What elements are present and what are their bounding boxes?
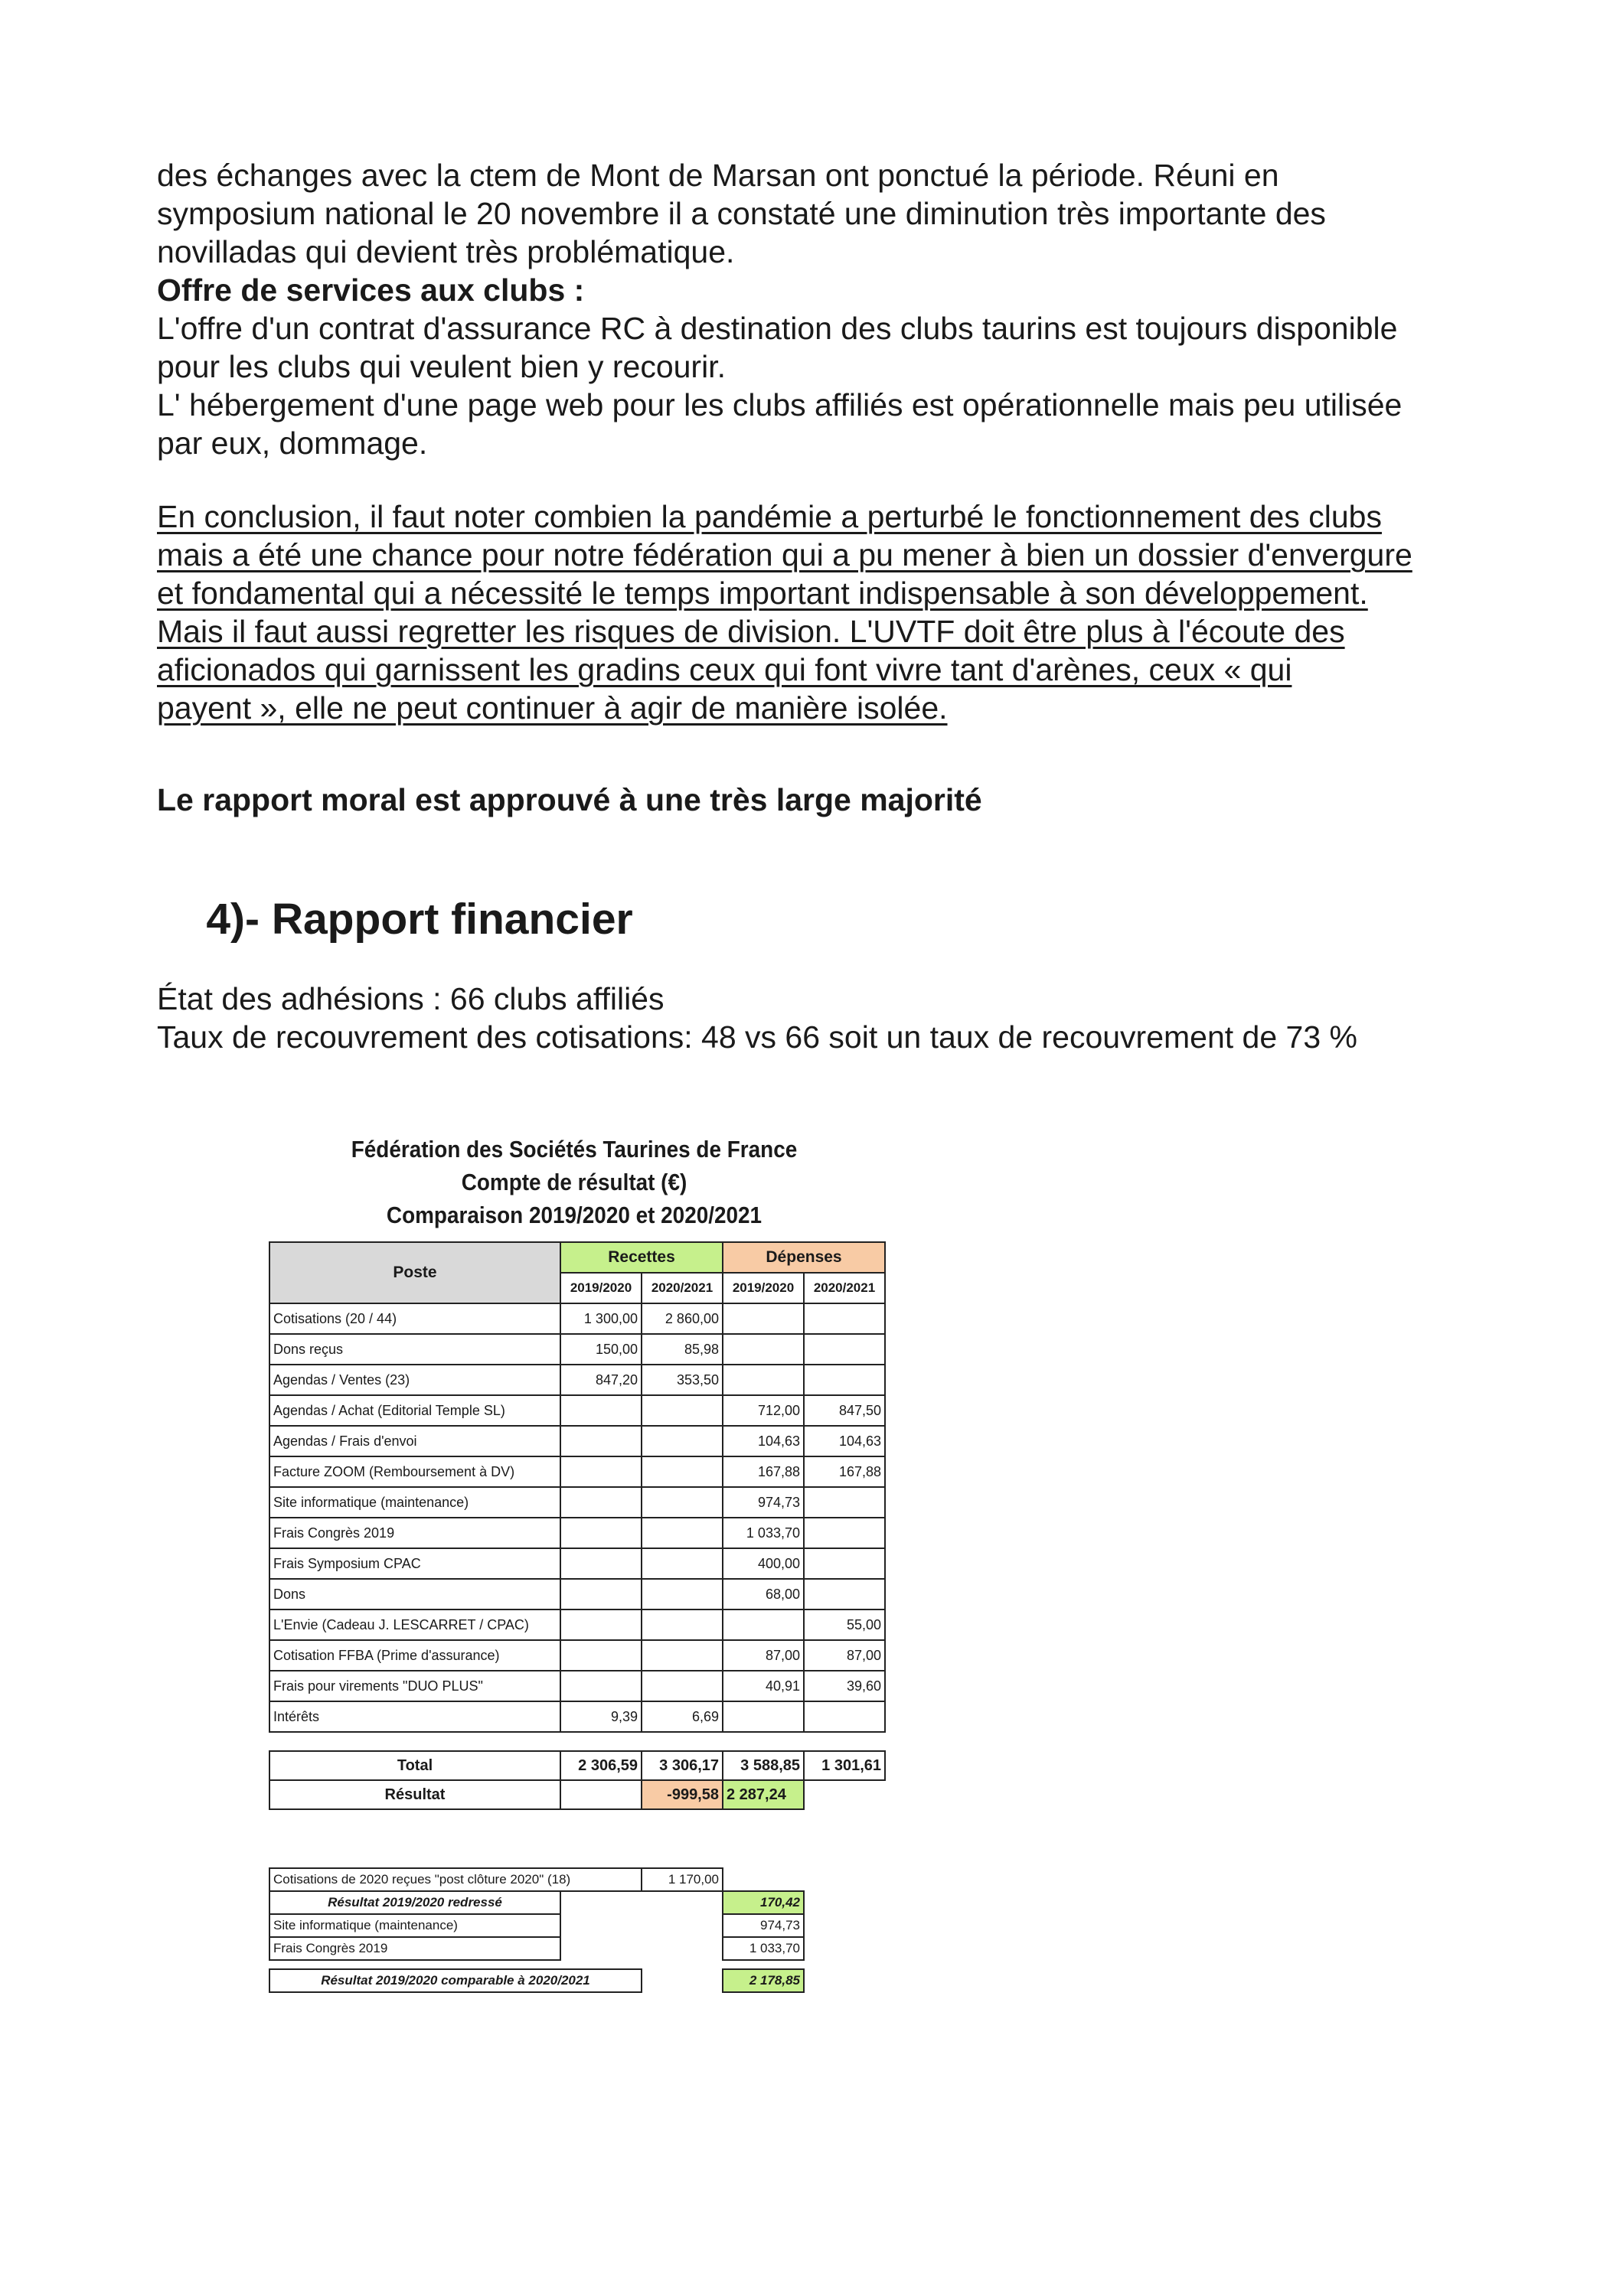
row-label: Agendas / Frais d'envoi	[269, 1426, 560, 1456]
row-label: Dons	[269, 1579, 560, 1609]
totals-table	[269, 1750, 886, 1810]
row-value	[560, 1395, 642, 1426]
row-value	[642, 1548, 723, 1579]
resultat-label: Résultat	[269, 1780, 560, 1809]
header-recettes: Recettes	[560, 1242, 723, 1273]
row-value: 68,00	[723, 1579, 804, 1609]
table-row	[269, 1579, 885, 1609]
congres-value: 1 033,70	[723, 1937, 804, 1960]
row-value	[723, 1334, 804, 1365]
total-value: 3 306,17	[642, 1751, 723, 1780]
row-value	[642, 1671, 723, 1701]
row-value	[804, 1701, 885, 1732]
row-value: 9,39	[560, 1701, 642, 1732]
row-label: Frais pour virements "DUO PLUS"	[269, 1671, 560, 1701]
row-value: 167,88	[723, 1456, 804, 1487]
row-value: 974,73	[723, 1487, 804, 1518]
congres-label: Frais Congrès 2019	[269, 1937, 560, 1960]
row-value	[560, 1609, 642, 1640]
row-value	[723, 1609, 804, 1640]
site-label: Site informatique (maintenance)	[269, 1914, 560, 1937]
table-row	[269, 1701, 885, 1732]
row-value: 104,63	[723, 1426, 804, 1456]
services-line: L' hébergement d'une page web pour les clubs affiliés est opérationnelle mais peu utilisée	[157, 387, 1403, 422]
finance-line: État des adhésions : 66 clubs affiliés	[157, 981, 665, 1016]
row-value: 6,69	[642, 1701, 723, 1732]
intro-text	[157, 156, 1504, 462]
services-heading: Offre de services aux clubs :	[157, 272, 585, 308]
header-year: 2020/2021	[642, 1273, 723, 1303]
resultat-empty	[560, 1780, 642, 1809]
row-value	[560, 1426, 642, 1456]
row-value	[642, 1395, 723, 1426]
table-row	[269, 1334, 885, 1365]
finance-line: Taux de recouvrement des cotisations: 48 vs 66 soit un taux de recouvrement de 73 %	[157, 1019, 1357, 1055]
row-label: Agendas / Ventes (23)	[269, 1365, 560, 1395]
row-value	[642, 1609, 723, 1640]
services-line: par eux, dommage.	[157, 426, 428, 461]
table-row	[269, 1487, 885, 1518]
table-row	[269, 1365, 885, 1395]
table-row	[269, 1456, 885, 1487]
table-comparison: Comparaison 2019/2020 et 2020/2021	[386, 1202, 763, 1228]
row-value	[804, 1579, 885, 1609]
row-value	[804, 1518, 885, 1548]
row-value	[804, 1548, 885, 1579]
intro-line: des échanges avec la ctem de Mont de Marsan ont ponctué la période. Réuni en	[157, 158, 1279, 193]
total-row	[269, 1751, 885, 1780]
post-cloture-label: Cotisations de 2020 reçues "post clôture 2020" (18)	[269, 1868, 642, 1891]
header-year: 2019/2020	[723, 1273, 804, 1303]
row-value	[804, 1303, 885, 1334]
row-value	[642, 1487, 723, 1518]
row-value	[642, 1579, 723, 1609]
row-value	[723, 1303, 804, 1334]
row-value	[560, 1487, 642, 1518]
site-value: 974,73	[723, 1914, 804, 1937]
row-value	[560, 1456, 642, 1487]
conclusion-line: aficionados qui garnissent les gradins ceux qui font vivre tant d'arènes, ceux « qui	[157, 652, 1292, 687]
header-year: 2019/2020	[560, 1273, 642, 1303]
total-value: 3 588,85	[723, 1751, 804, 1780]
row-value: 104,63	[804, 1426, 885, 1456]
row-label: Agendas / Achat (Editorial Temple SL)	[269, 1395, 560, 1426]
conclusion-line: En conclusion, il faut noter combien la pandémie a perturbé le fonctionnement des clubs	[157, 499, 1382, 534]
conclusion-line: mais a été une chance pour notre fédération qui a pu mener à bien un dossier d'envergure	[157, 537, 1412, 572]
section-number: 4)	[206, 895, 245, 944]
row-value: 2 860,00	[642, 1303, 723, 1334]
row-value: 85,98	[642, 1334, 723, 1365]
row-value: 712,00	[723, 1395, 804, 1426]
row-value	[560, 1518, 642, 1548]
table-row	[269, 1671, 885, 1701]
row-value: 1 033,70	[723, 1518, 804, 1548]
row-value: 87,00	[804, 1640, 885, 1671]
total-label: Total	[269, 1751, 560, 1780]
row-value	[723, 1365, 804, 1395]
row-value	[642, 1456, 723, 1487]
row-value	[804, 1334, 885, 1365]
table-row	[269, 1548, 885, 1579]
row-label: Frais Congrès 2019	[269, 1518, 560, 1548]
resultat-2019-2020: 2 287,24	[723, 1780, 804, 1809]
table-row	[269, 1426, 885, 1456]
table-row	[269, 1609, 885, 1640]
row-label: Dons reçus	[269, 1334, 560, 1365]
row-value: 87,00	[723, 1640, 804, 1671]
comparable-value: 2 178,85	[723, 1969, 804, 1992]
redresse-label: Résultat 2019/2020 redressé	[269, 1891, 560, 1914]
row-value: 353,50	[642, 1365, 723, 1395]
conclusion-line: et fondamental qui a nécessité le temps important indispensable à son développement.	[157, 576, 1368, 611]
row-value: 150,00	[560, 1334, 642, 1365]
conclusion-line: Mais il faut aussi regretter les risques de division. L'UVTF doit être plus à l'écoute des	[157, 614, 1345, 649]
row-value: 847,20	[560, 1365, 642, 1395]
row-value: 847,50	[804, 1395, 885, 1426]
section-title: - Rapport financier	[245, 895, 633, 944]
intro-line: novilladas qui devient très problématique.	[157, 234, 735, 269]
intro-line: symposium national le 20 novembre il a constaté une diminution très importante des	[157, 196, 1326, 231]
row-value	[804, 1365, 885, 1395]
income-statement-table	[269, 1241, 886, 1733]
conclusion-line: payent », elle ne peut continuer à agir de manière isolée.	[157, 690, 948, 726]
row-value: 400,00	[723, 1548, 804, 1579]
row-label: Frais Symposium CPAC	[269, 1548, 560, 1579]
table-title: Fédération des Sociétés Taurines de France	[351, 1136, 798, 1163]
redresse-value: 170,42	[723, 1891, 804, 1914]
row-value: 55,00	[804, 1609, 885, 1640]
row-value	[804, 1487, 885, 1518]
post-cloture-value: 1 170,00	[642, 1868, 723, 1891]
row-value	[560, 1548, 642, 1579]
resultat-2020-2021: -999,58	[642, 1780, 723, 1809]
row-value	[723, 1701, 804, 1732]
conclusion-text	[157, 497, 1504, 727]
approval-statement: Le rapport moral est approuvé à une très large majorité	[157, 782, 982, 817]
table-row	[269, 1518, 885, 1548]
total-value: 2 306,59	[560, 1751, 642, 1780]
row-label: Cotisations (20 / 44)	[269, 1303, 560, 1334]
row-value: 1 300,00	[560, 1303, 642, 1334]
row-value	[560, 1579, 642, 1609]
row-value	[642, 1426, 723, 1456]
row-value: 40,91	[723, 1671, 804, 1701]
row-value	[560, 1671, 642, 1701]
section-heading	[182, 894, 633, 944]
resultat-row	[269, 1780, 885, 1809]
row-label: Facture ZOOM (Remboursement à DV)	[269, 1456, 560, 1487]
row-label: Site informatique (maintenance)	[269, 1487, 560, 1518]
comparable-label: Résultat 2019/2020 comparable à 2020/2021	[269, 1969, 642, 1992]
table-row	[269, 1303, 885, 1334]
row-value: 167,88	[804, 1456, 885, 1487]
row-label: L'Envie (Cadeau J. LESCARRET / CPAC)	[269, 1609, 560, 1640]
finance-text	[157, 980, 1504, 1056]
row-label: Cotisation FFBA (Prime d'assurance)	[269, 1640, 560, 1671]
header-year: 2020/2021	[804, 1273, 885, 1303]
table-row	[269, 1640, 885, 1671]
header-depenses: Dépenses	[723, 1242, 885, 1273]
services-line: L'offre d'un contrat d'assurance RC à destination des clubs taurins est toujours disponible	[157, 311, 1398, 346]
total-value: 1 301,61	[804, 1751, 885, 1780]
row-value	[642, 1518, 723, 1548]
row-label: Intérêts	[269, 1701, 560, 1732]
row-value: 39,60	[804, 1671, 885, 1701]
row-value	[642, 1640, 723, 1671]
table-row	[269, 1395, 885, 1426]
services-line: pour les clubs qui veulent bien y recourir.	[157, 349, 726, 384]
row-value	[560, 1640, 642, 1671]
header-poste: Poste	[269, 1242, 560, 1303]
table-subtitle: Compte de résultat (€)	[461, 1169, 687, 1195]
reconciliation-table	[269, 1867, 805, 1993]
